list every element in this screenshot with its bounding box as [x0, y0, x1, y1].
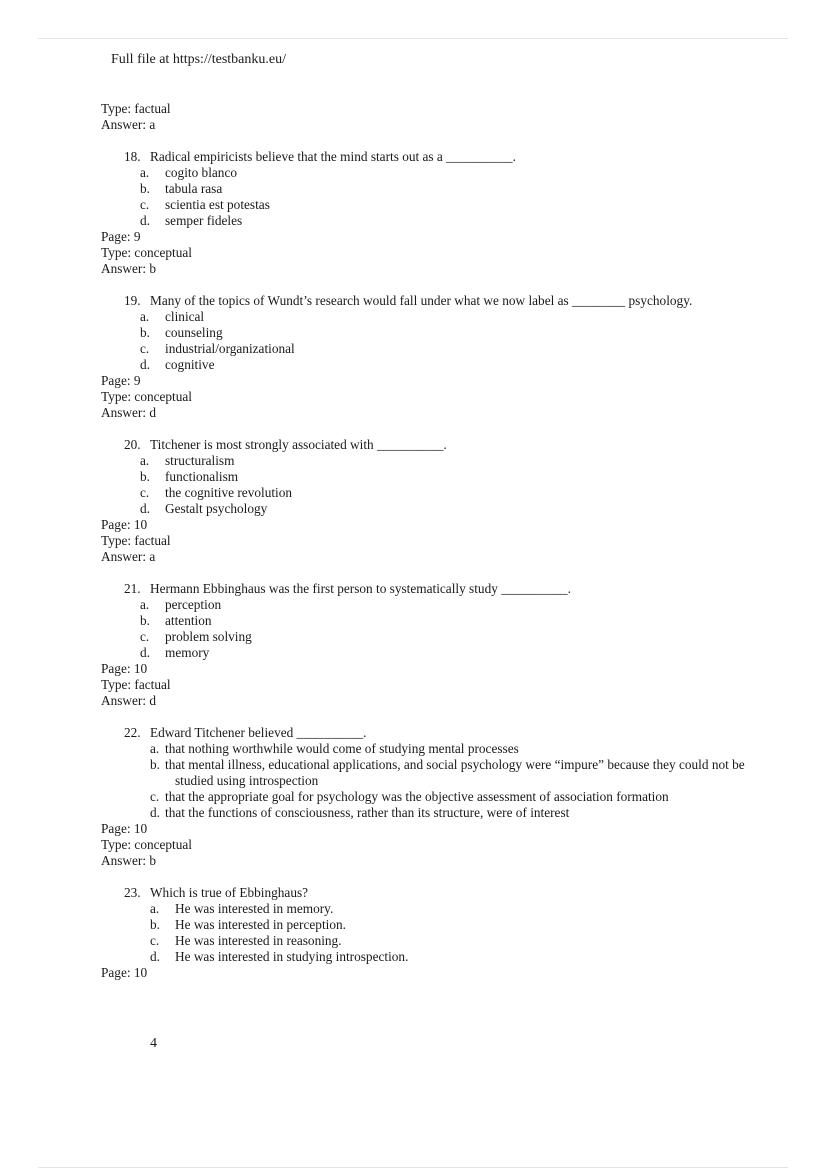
question-stem [101, 437, 751, 453]
option-letter: c. [140, 341, 150, 356]
option-b [101, 917, 751, 933]
question-stem [101, 885, 751, 901]
option-letter: d. [140, 357, 150, 372]
option-d [101, 805, 751, 821]
type-line: Type: factual [101, 677, 171, 692]
option-b [101, 757, 751, 789]
option-letter: c. [140, 629, 150, 644]
question-21 [101, 581, 751, 709]
type-line: Type: factual [101, 533, 171, 548]
question-number: 22. [124, 725, 141, 740]
option-letter: d. [140, 213, 150, 228]
option-text: He was interested in studying introspection. [175, 949, 409, 964]
option-letter: b. [140, 613, 150, 628]
option-text: counseling [165, 325, 223, 340]
option-letter: d. [150, 949, 160, 964]
answer-line: Answer: a [101, 117, 156, 132]
option-text: functionalism [165, 469, 239, 484]
option-d [101, 949, 751, 965]
option-letter: c. [140, 485, 150, 500]
question-text: Which is true of Ebbinghaus? [150, 885, 309, 900]
option-c [101, 197, 751, 213]
page-line: Page: 10 [101, 517, 148, 532]
option-d [101, 213, 751, 229]
page-line: Page: 9 [101, 229, 141, 244]
option-letter: a. [140, 165, 150, 180]
option-text: structuralism [165, 453, 235, 468]
question-stem [101, 725, 751, 741]
type-line: Type: conceptual [101, 837, 193, 852]
option-text: Gestalt psychology [165, 501, 268, 516]
option-a [101, 309, 751, 325]
question-stem [101, 293, 751, 309]
option-text: perception [165, 597, 222, 612]
page-line: Page: 9 [101, 373, 141, 388]
option-letter: c. [140, 197, 150, 212]
option-c [101, 629, 751, 645]
question-stem [101, 581, 751, 597]
question-number: 23. [124, 885, 141, 900]
option-letter: d. [140, 645, 150, 660]
question-20 [101, 437, 751, 565]
option-c [101, 933, 751, 949]
document-body [101, 101, 751, 981]
option-text: that nothing worthwhile would come of studying mental processes [165, 741, 519, 756]
source-header: Full file at https://testbanku.eu/ [111, 52, 286, 67]
option-b [101, 181, 751, 197]
option-letter: c. [150, 933, 160, 948]
option-a [101, 901, 751, 917]
option-letter: a. [140, 453, 150, 468]
option-d [101, 501, 751, 517]
option-b [101, 613, 751, 629]
question-22 [101, 725, 751, 869]
option-text: memory [165, 645, 210, 660]
answer-line: Answer: b [101, 261, 157, 276]
option-c [101, 485, 751, 501]
page-number: 4 [150, 1036, 157, 1051]
option-letter: a. [140, 597, 150, 612]
option-c [101, 789, 751, 805]
question-number: 20. [124, 437, 141, 452]
question-18 [101, 149, 751, 277]
question-text: Edward Titchener believed __________. [150, 725, 367, 740]
option-letter: c. [150, 789, 160, 804]
type-line: Type: factual [101, 101, 171, 116]
answer-line: Answer: b [101, 853, 157, 868]
option-letter: d. [150, 805, 160, 820]
option-letter: b. [140, 469, 150, 484]
option-text: He was interested in perception. [175, 917, 346, 932]
type-line: Type: conceptual [101, 389, 193, 404]
question-text: Titchener is most strongly associated with __________. [150, 437, 447, 452]
option-letter: d. [140, 501, 150, 516]
option-c [101, 341, 751, 357]
option-text: that the functions of consciousness, rather than its structure, were of interest [165, 805, 570, 820]
answer-line: Answer: a [101, 549, 156, 564]
option-b [101, 469, 751, 485]
option-text: He was interested in memory. [175, 901, 334, 916]
option-text: cognitive [165, 357, 215, 372]
option-letter: a. [140, 309, 150, 324]
option-letter: b. [140, 325, 150, 340]
option-letter: b. [140, 181, 150, 196]
option-text: problem solving [165, 629, 252, 644]
option-text: tabula rasa [165, 181, 223, 196]
option-b [101, 325, 751, 341]
option-text: industrial/organizational [165, 341, 295, 356]
option-a [101, 165, 751, 181]
option-text: He was interested in reasoning. [175, 933, 342, 948]
question-number: 18. [124, 149, 141, 164]
page-line: Page: 10 [101, 965, 148, 980]
top-divider [38, 38, 788, 39]
question-text: Hermann Ebbinghaus was the first person to systematically study __________. [150, 581, 572, 596]
page-line: Page: 10 [101, 821, 148, 836]
option-a [101, 453, 751, 469]
option-text: scientia est potestas [165, 197, 270, 212]
question-number: 19. [124, 293, 141, 308]
question-19 [101, 293, 751, 421]
answer-line: Answer: d [101, 693, 157, 708]
option-letter: a. [150, 901, 160, 916]
option-text: semper fideles [165, 213, 243, 228]
question-text: Many of the topics of Wundt’s research would fall under what we now label as ________ psychology. [150, 293, 693, 308]
question-23 [101, 885, 751, 981]
option-a [101, 597, 751, 613]
type-line: Type: conceptual [101, 245, 193, 260]
page-line: Page: 10 [101, 661, 148, 676]
bottom-divider [38, 1167, 788, 1168]
option-text: that mental illness, educational applications, and social psychology were “impure” because they could not be studied using introspection [165, 757, 745, 788]
option-letter: b. [150, 757, 160, 772]
option-letter: a. [150, 741, 160, 756]
option-text: the cognitive revolution [165, 485, 293, 500]
option-text: attention [165, 613, 212, 628]
option-text: clinical [165, 309, 205, 324]
option-a [101, 741, 751, 757]
option-d [101, 645, 751, 661]
question-stem [101, 149, 751, 165]
option-text: cogito blanco [165, 165, 238, 180]
question-text: Radical empiricists believe that the mind starts out as a __________. [150, 149, 516, 164]
option-text: that the appropriate goal for psychology was the objective assessment of association formation [165, 789, 669, 804]
answer-line: Answer: d [101, 405, 157, 420]
option-d [101, 357, 751, 373]
option-letter: b. [150, 917, 160, 932]
question-number: 21. [124, 581, 141, 596]
